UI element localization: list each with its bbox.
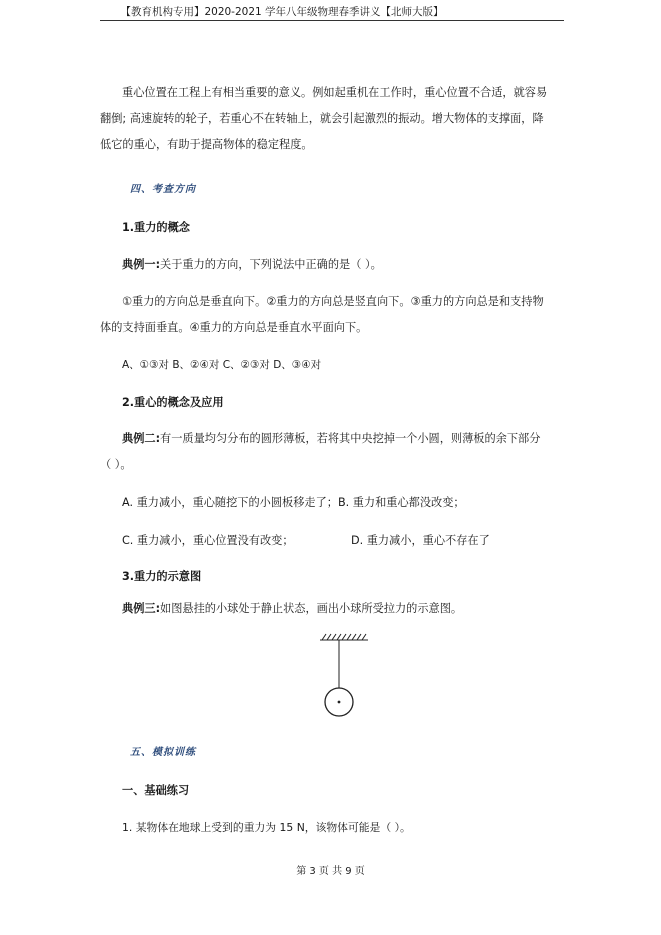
example3 — [122, 596, 462, 622]
example2 — [122, 426, 540, 452]
hanging-ball-figure — [300, 630, 380, 722]
header-divider — [100, 20, 564, 21]
intro-line-2: 翻倒; 高速旋转的轮子，若重心不在转轴上，就会引起激烈的振动。增大物体的支撑面，降 — [100, 112, 544, 125]
ball-center — [338, 701, 341, 704]
intro-line-1: 重心位置在工程上有相当重要的意义。例如起重机在工作时，重心位置不合适，就容易 — [122, 86, 548, 99]
section-title-4: 四、考查方向 — [130, 184, 196, 195]
ceiling-support — [320, 634, 368, 640]
example2-label: 典例二: — [122, 432, 161, 445]
example2-text-2: （ ）。 — [100, 458, 132, 471]
page-footer: 第 3 页 共 9 页 — [296, 866, 365, 877]
example3-text: 如图悬挂的小球处于静止状态，画出小球所受拉力的示意图。 — [160, 602, 463, 615]
example2-options-ab: A. 重力减小，重心随挖下的小圆板移走了；B. 重力和重心都没改变； — [122, 496, 465, 509]
topic2-heading: 2.重心的概念及应用 — [122, 396, 224, 409]
example3-label: 典例三: — [122, 602, 161, 615]
example1-options: A、①③对 B、②④对 C、②③对 D、③④对 — [122, 359, 322, 371]
intro-line-3: 低它的重心，有助于提高物体的稳定程度。 — [100, 138, 313, 151]
example1 — [122, 252, 382, 278]
example2-text: 有一质量均匀分布的圆形薄板，若将其中央挖掉一个小圆，则薄板的余下部分 — [160, 432, 541, 445]
practice-heading: 一、基础练习 — [122, 784, 190, 797]
topic1-heading: 1.重力的概念 — [122, 221, 190, 234]
practice-question-1: 1. 某物体在地球上受到的重力为 15 N，该物体可能是（ ）。 — [122, 821, 411, 834]
example2-option-c: C. 重力减小，重心位置没有改变； — [122, 534, 294, 547]
section-title-5: 五、模拟训练 — [130, 747, 196, 758]
example1-label: 典例一: — [122, 258, 161, 271]
example2-option-d: D. 重力减小，重心不存在了 — [351, 534, 490, 547]
example1-statements-2: 体的支持面垂直。④重力的方向总是垂直水平面向下。 — [100, 321, 368, 334]
topic3-heading: 3.重力的示意图 — [122, 570, 202, 583]
example1-statements-1: ①重力的方向总是垂直向下。②重力的方向总是竖直向下。③重力的方向总是和支持物 — [122, 295, 544, 308]
example1-text: 关于重力的方向，下列说法中正确的是（ ）。 — [160, 258, 382, 271]
page-header: 【教育机构专用】2020-2021 学年八年级物理春季讲义【北师大版】 — [120, 6, 444, 18]
